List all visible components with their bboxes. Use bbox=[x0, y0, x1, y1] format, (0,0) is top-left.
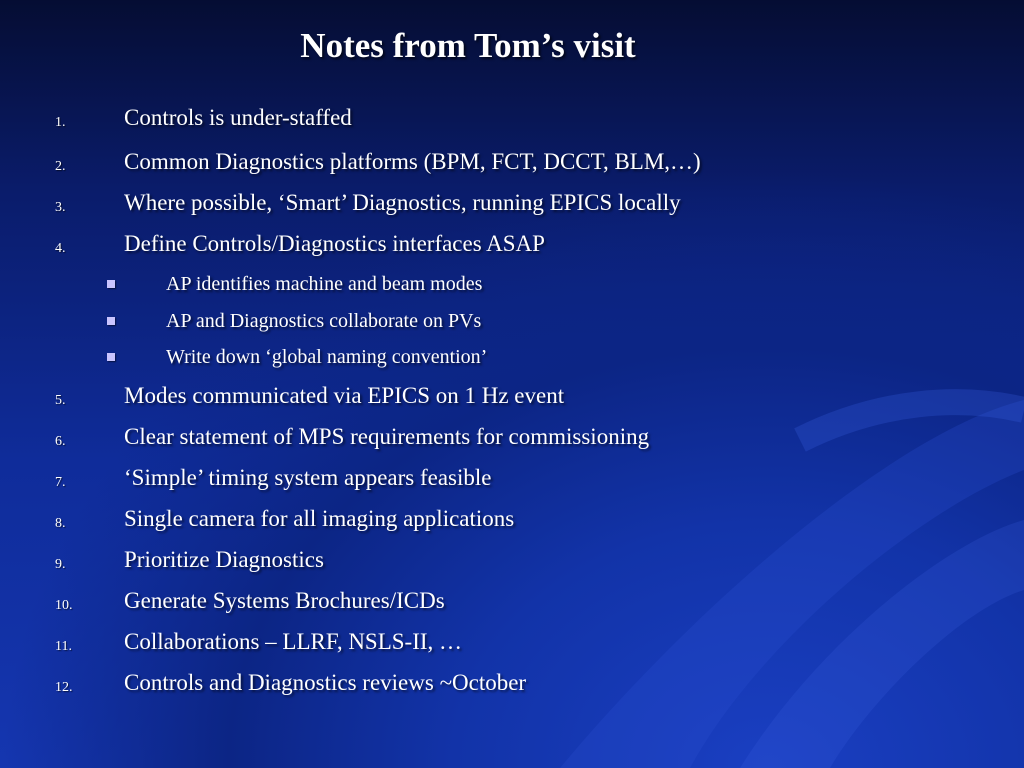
list-item-5 bbox=[0, 383, 1024, 417]
sub-item-text: Write down ‘global naming convention’ bbox=[166, 346, 488, 368]
item-number: 4. bbox=[55, 241, 66, 256]
item-number: 6. bbox=[55, 434, 66, 449]
item-text: Common Diagnostics platforms (BPM, FCT, DCCT, BLM,…) bbox=[124, 149, 701, 174]
item-text: Collaborations – LLRF, NSLS-II, … bbox=[124, 629, 463, 654]
item-number: 2. bbox=[55, 159, 66, 174]
item-text: Generate Systems Brochures/ICDs bbox=[124, 588, 445, 613]
item-number: 9. bbox=[55, 557, 66, 572]
square-bullet-icon bbox=[107, 317, 115, 325]
item-number: 5. bbox=[55, 393, 66, 408]
item-text: Single camera for all imaging applications bbox=[124, 506, 515, 531]
list-item-9 bbox=[0, 547, 1024, 581]
slide-title: Notes from Tom’s visit bbox=[300, 26, 636, 65]
list-item-3 bbox=[0, 190, 1024, 224]
item-number: 11. bbox=[55, 639, 72, 654]
list-item-4 bbox=[0, 231, 1024, 265]
item-number: 1. bbox=[55, 115, 66, 130]
list-item-12 bbox=[0, 670, 1024, 704]
sub-item-text: AP identifies machine and beam modes bbox=[166, 273, 483, 295]
sub-list-item-2 bbox=[0, 308, 1024, 342]
sub-item-text: AP and Diagnostics collaborate on PVs bbox=[166, 310, 482, 332]
list-item-10 bbox=[0, 588, 1024, 622]
list-item-8 bbox=[0, 506, 1024, 540]
item-text: Clear statement of MPS requirements for commissioning bbox=[124, 424, 650, 449]
list-item-1 bbox=[0, 105, 1024, 139]
sub-list-item-1 bbox=[0, 271, 1024, 305]
item-number: 7. bbox=[55, 475, 66, 490]
list-item-6 bbox=[0, 424, 1024, 458]
item-text: Controls and Diagnostics reviews ~October bbox=[124, 670, 527, 695]
square-bullet-icon bbox=[107, 353, 115, 361]
item-number: 8. bbox=[55, 516, 66, 531]
item-text: Define Controls/Diagnostics interfaces ASAP bbox=[124, 231, 545, 256]
item-text: Where possible, ‘Smart’ Diagnostics, running EPICS locally bbox=[124, 190, 681, 215]
list-item-11 bbox=[0, 629, 1024, 663]
square-bullet-icon bbox=[107, 280, 115, 288]
list-item-7 bbox=[0, 465, 1024, 499]
item-number: 12. bbox=[55, 680, 73, 695]
list-item-2 bbox=[0, 149, 1024, 183]
item-number: 3. bbox=[55, 200, 66, 215]
item-text: Prioritize Diagnostics bbox=[124, 547, 324, 572]
sub-list-item-3 bbox=[0, 344, 1024, 378]
item-number: 10. bbox=[55, 598, 73, 613]
item-text: ‘Simple’ timing system appears feasible bbox=[124, 465, 492, 490]
item-text: Controls is under-staffed bbox=[124, 105, 352, 130]
item-text: Modes communicated via EPICS on 1 Hz event bbox=[124, 383, 565, 408]
